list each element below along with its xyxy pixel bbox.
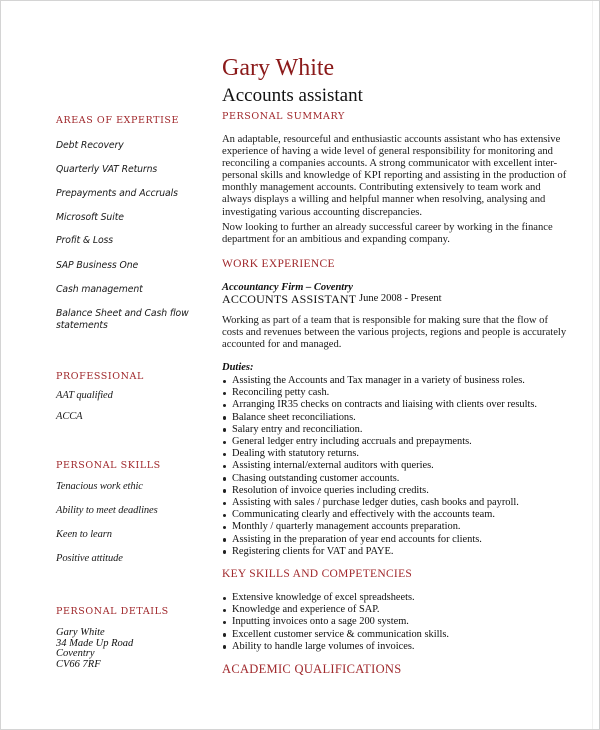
duty-item: Salary entry and reconciliation.: [222, 424, 537, 436]
employer-name: Accountancy Firm – Coventry: [222, 282, 353, 293]
duty-item: Dealing with statutory returns.: [222, 448, 537, 460]
job-role: ACCOUNTS ASSISTANT: [222, 292, 357, 306]
bullet-icon: [223, 526, 226, 529]
personal-skill-item: Ability to meet deadlines: [56, 505, 158, 516]
personal-details-address: [56, 628, 133, 670]
duty-item: General ledger entry including accruals and prepayments.: [222, 436, 537, 448]
duty-item: Chasing outstanding customer accounts.: [222, 473, 537, 485]
personal-details-heading: PERSONAL DETAILS: [56, 606, 169, 617]
description-line: Working as part of a team that is responsible for making sure that the flow of: [222, 315, 548, 326]
bullet-icon: [223, 453, 226, 456]
duty-item: Assisting with sales / purchase ledger duties, cash books and payroll.: [222, 497, 537, 509]
bullet-icon: [223, 633, 226, 636]
job-description: [222, 315, 567, 351]
bullet-icon: [223, 597, 226, 600]
bullet-icon: [223, 550, 226, 553]
summary-line: monthly management accounts. Contributing extensively to team work and: [222, 182, 541, 194]
professional-item: AAT qualified: [56, 390, 113, 401]
expertise-item: Quarterly VAT Returns: [56, 164, 158, 175]
summary-line: personal skills and knowledge of KPI reporting and assisting in the production of: [222, 170, 567, 182]
bullet-icon: [223, 392, 226, 395]
personal-skill-item: Keen to learn: [56, 529, 112, 540]
duty-item: Monthly / quarterly management accounts preparation.: [222, 521, 537, 533]
expertise-item: Prepayments and Accruals: [56, 188, 178, 199]
personal-skills-heading: PERSONAL SKILLS: [56, 460, 161, 471]
bullet-icon: [223, 609, 226, 612]
bullet-icon: [223, 380, 226, 383]
summary-line: reconciling a companies accounts. A strong communicator with excellent inter-: [222, 158, 558, 170]
areas-of-expertise-heading: AREAS OF EXPERTISE: [56, 115, 180, 126]
candidate-name: Gary White: [222, 55, 335, 81]
bullet-icon: [223, 465, 226, 468]
bullet-icon: [223, 404, 226, 407]
duty-item: Assisting internal/external auditors with queries.: [222, 460, 537, 472]
summary-line: department for an ambitious and expanding company.: [222, 234, 450, 246]
personal-summary-paragraph: [222, 134, 567, 219]
bullet-icon: [223, 428, 226, 431]
bullet-icon: [223, 538, 226, 541]
key-skills-list: [222, 592, 449, 653]
skill-item: Ability to handle large volumes of invoices.: [222, 641, 449, 653]
duty-item: Registering clients for VAT and PAYE.: [222, 546, 537, 558]
skill-item: Knowledge and experience of SAP.: [222, 604, 449, 616]
duties-label: Duties:: [222, 362, 254, 373]
bullet-icon: [223, 645, 226, 648]
address-line: Coventry: [56, 648, 95, 659]
expertise-item: Profit & Loss: [56, 235, 114, 246]
expertise-item: Cash management: [56, 284, 143, 295]
skill-item: Inputting invoices onto a sage 200 system.: [222, 616, 449, 628]
duty-item: Assisting the Accounts and Tax manager in a variety of business roles.: [222, 375, 537, 387]
skill-item: Excellent customer service & communication skills.: [222, 629, 449, 641]
professional-heading: PROFESSIONAL: [56, 371, 144, 382]
expertise-item: Balance Sheet and Cash flow: [56, 308, 189, 319]
bullet-icon: [223, 621, 226, 624]
description-line: accounted for and managed.: [222, 339, 342, 351]
bullet-icon: [223, 514, 226, 517]
duty-item: Reconciling petty cash.: [222, 387, 537, 399]
address-line: 34 Made Up Road: [56, 637, 134, 649]
bullet-icon: [223, 441, 226, 444]
address-line: CV66 7RF: [56, 658, 101, 670]
duty-item: Arranging IR35 checks on contracts and liaising with clients over results.: [222, 399, 537, 411]
duty-item: Assisting in the preparation of year end accounts for clients.: [222, 534, 537, 546]
personal-skill-item: Tenacious work ethic: [56, 481, 143, 492]
page-edge: [592, 1, 593, 729]
bullet-icon: [223, 477, 226, 480]
key-skills-heading: KEY SKILLS AND COMPETENCIES: [222, 568, 413, 580]
professional-item: ACCA: [56, 411, 83, 422]
academic-qualifications-heading: ACADEMIC QUALIFICATIONS: [222, 662, 402, 676]
expertise-item-continued: statements: [56, 320, 108, 331]
summary-line: experience of having a wide level of general responsibility for monitoring and: [222, 146, 553, 158]
summary-line: An adaptable, resourceful and enthusiastic accounts assistant who has extensive: [222, 134, 561, 145]
personal-summary-heading: PERSONAL SUMMARY: [222, 111, 345, 122]
bullet-icon: [223, 502, 226, 505]
address-line: Gary White: [56, 627, 105, 638]
duty-item: Communicating clearly and effectively with the accounts team.: [222, 509, 537, 521]
summary-line: investigating various accounting discrepancies.: [222, 206, 423, 218]
personal-summary-paragraph-2: [222, 222, 552, 246]
expertise-item: Microsoft Suite: [56, 212, 124, 223]
candidate-title: Accounts assistant: [222, 85, 363, 106]
personal-skill-item: Positive attitude: [56, 553, 123, 564]
summary-line: always displays a willing and helpful manner when resolving, analysing and: [222, 194, 546, 206]
bullet-icon: [223, 416, 226, 419]
work-experience-heading: WORK EXPERIENCE: [222, 258, 335, 270]
description-line: costs and revenues between the various projects, regions and people is accurately: [222, 327, 567, 339]
skill-item: Extensive knowledge of excel spreadsheets.: [222, 592, 449, 604]
expertise-item: Debt Recovery: [56, 140, 124, 151]
expertise-item: SAP Business One: [56, 260, 139, 271]
job-dates: June 2008 - Present: [359, 293, 442, 304]
summary-line: Now looking to further an already successful career by working in the finance: [222, 222, 553, 233]
duty-item: Balance sheet reconciliations.: [222, 412, 537, 424]
duties-list: [222, 375, 537, 558]
duty-item: Resolution of invoice queries including credits.: [222, 485, 537, 497]
bullet-icon: [223, 489, 226, 492]
